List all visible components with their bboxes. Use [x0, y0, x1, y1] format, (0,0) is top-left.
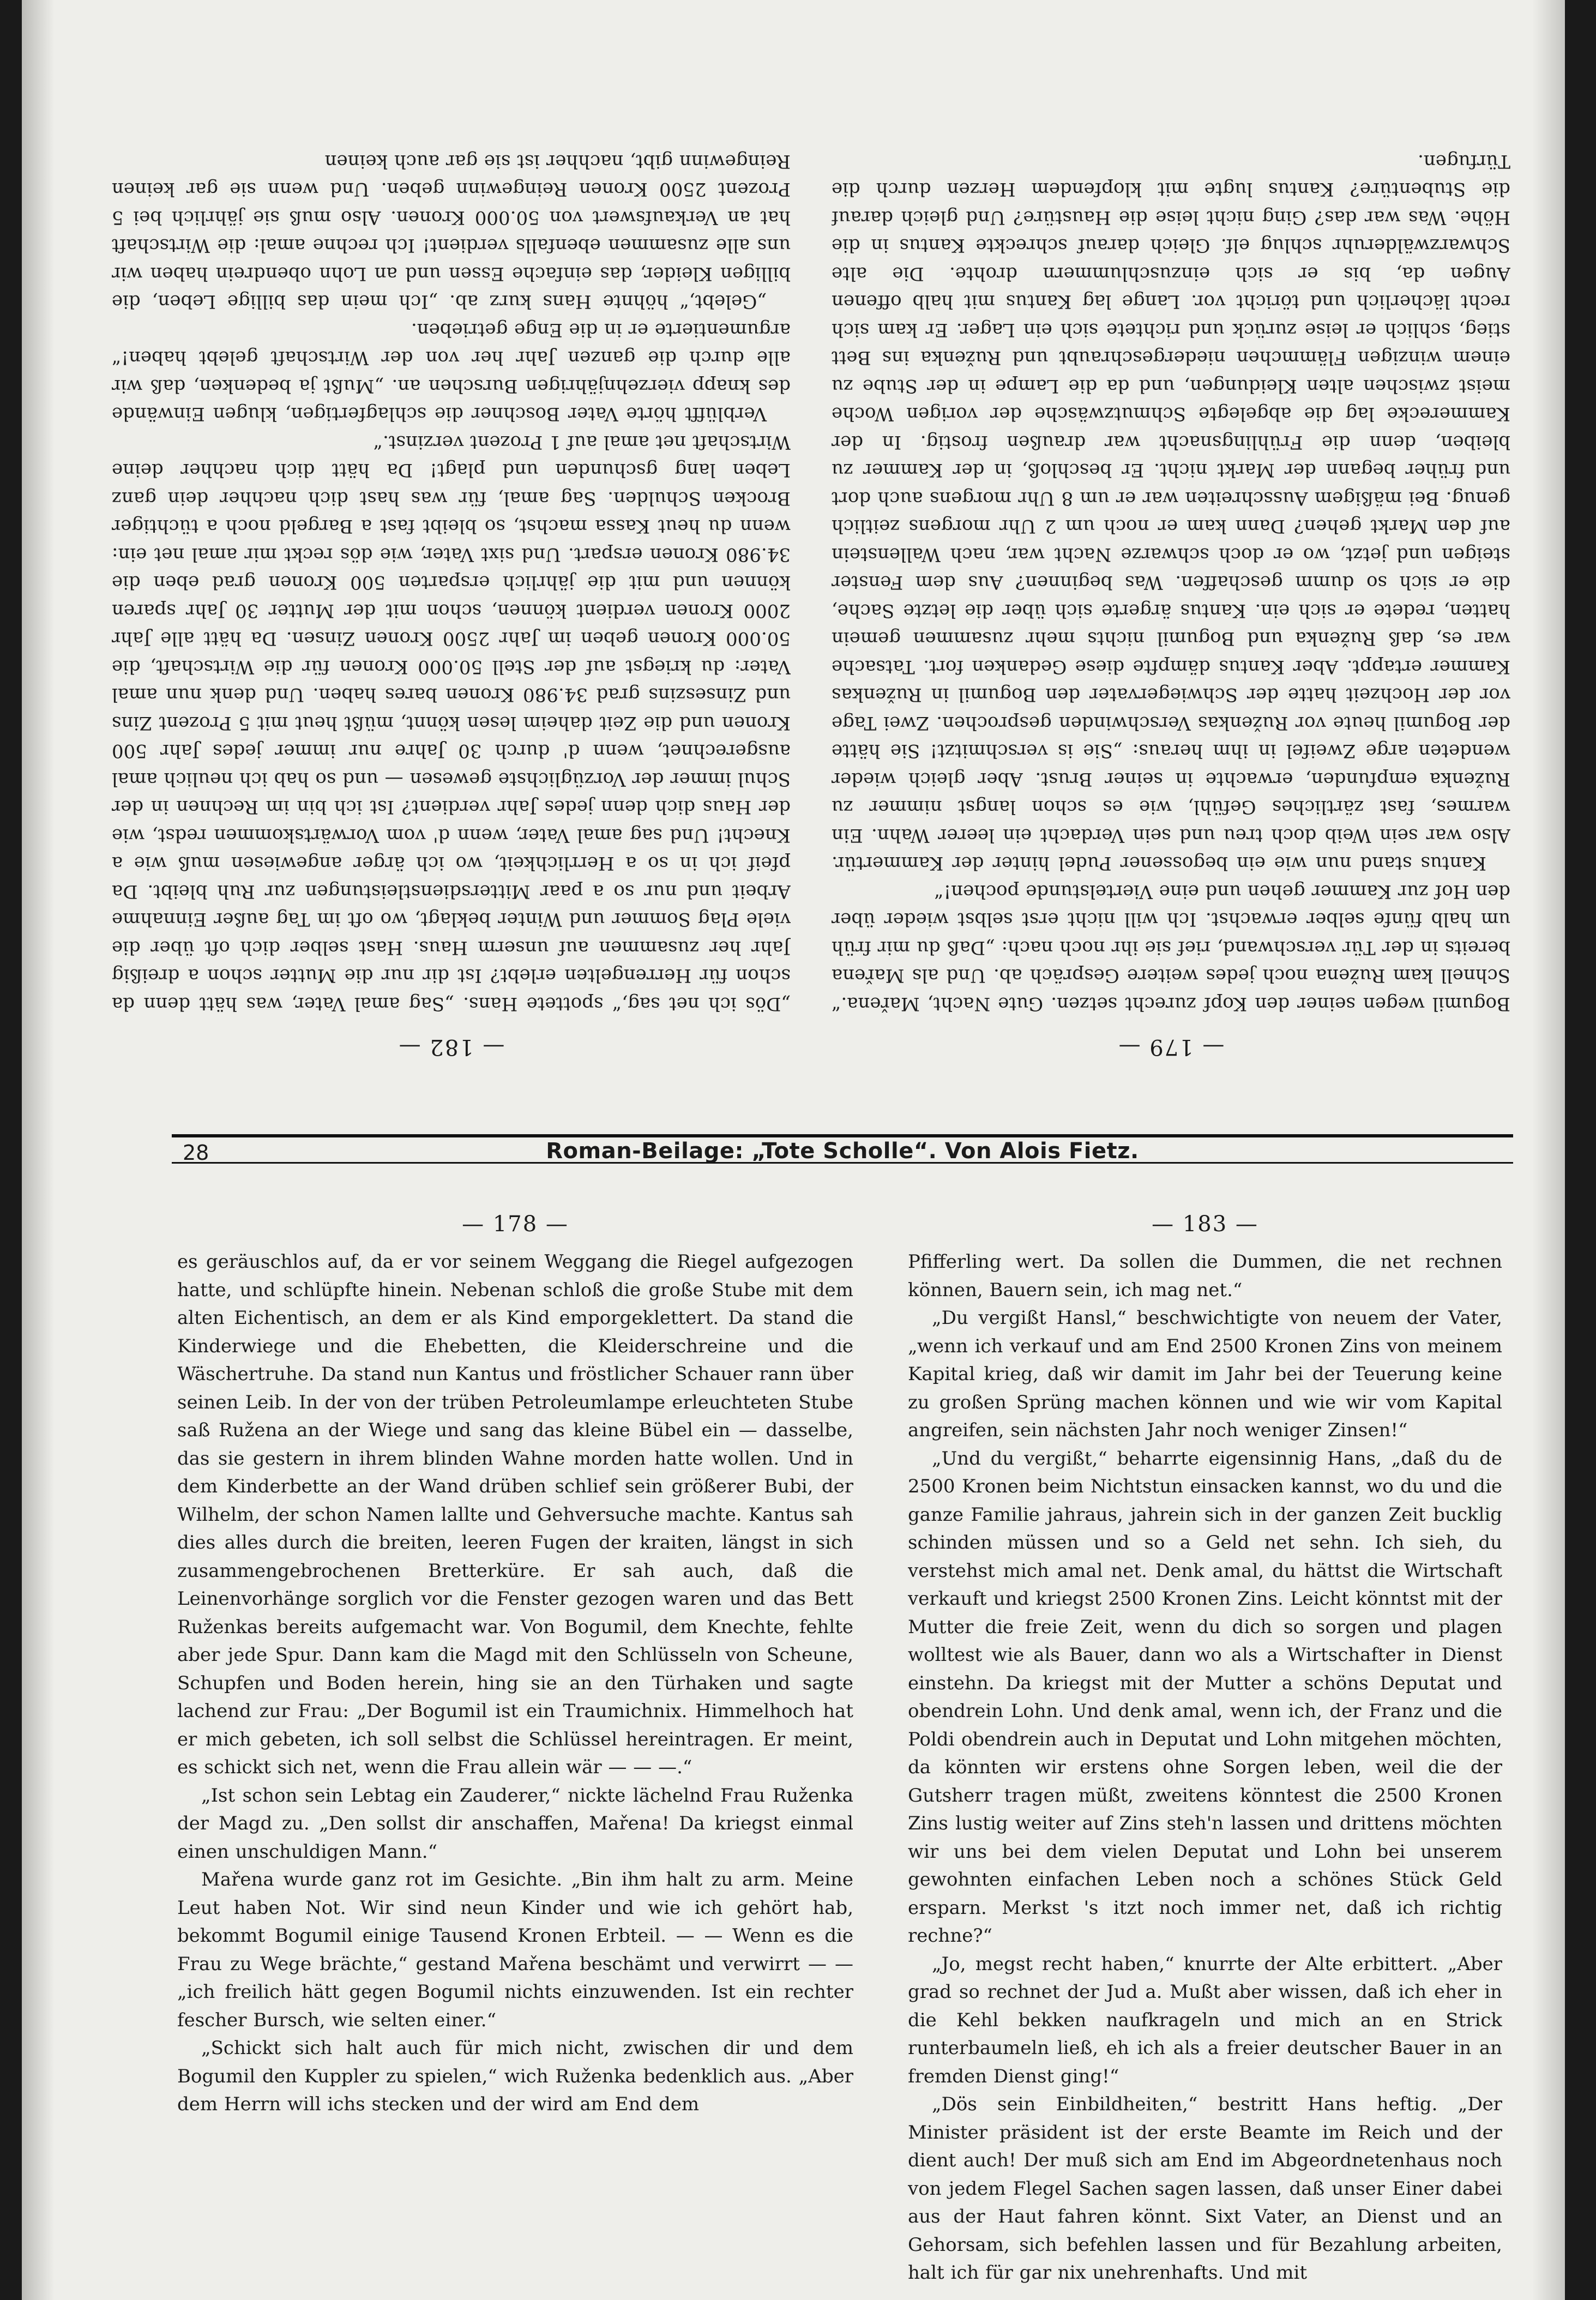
banner-title: Roman-Beilage: „Tote Scholle“. Von Alois Fietz. — [546, 1139, 1139, 1164]
paragraph: Verblüfft hörte Vater Boschner die schlagfertigen, klugen Einwände des knapp vierzehnjährigen Burschen an. „Mußt ja bedenken, daß wir alle durch die ganzen Jahr her von der Wirtschaft gelebt haben!“ argumentierte er in die Enge getrieben. — [112, 319, 791, 425]
page-number: — 179 — — [1117, 1034, 1225, 1059]
paragraph: „Jo, megst recht haben,“ knurrte der Alte erbittert. „Aber grad so rechnet der Jud a. Mußt aber wissen, daß ich eher in die Kehl bekken naufkrageln und mich an en Strick runterbaumeln ließ, eh ich als a freier deutscher Bauer in an fremden Dienst ging!“ — [908, 1953, 1502, 2087]
page-number: — 182 — — [398, 1034, 505, 1059]
newspaper-page — [22, 0, 1565, 2300]
upright-lower-pages — [22, 1112, 1565, 2300]
paragraph: es geräuschlos auf, da er vor seinem Weggang die Riegel aufgezogen hatte, und schlüpfte hinein. Nebenan schloß die große Stube mit dem alten Eichentisch, an dem er als Kind emporgeklettert. Da stand die Kinderwiege und die Ehebetten, die Kleiderschreine und die Wäschertruhe. Da stand nun Kantus und fröstlicher Schauer rann über seinen Leib. In der von der trüben Petroleumlampe erleuchteten Stube saß Ružena an der Wiege und sang das kleine Bübel ein — dasselbe, das sie gestern in ihrem blinden Wahne morden hatte wollen. Und in dem Kinderbette an der Wand drüben schlief sein größerer Bubi, der Wilhelm, der schon Namen lallte und Gehversuche machte. Kantus sah dies alles durch die breiten, leeren Fugen der kraiten, längst in sich zusammengebrochenen Bretterküre. Er sah auch, daß die Leinenvorhänge sorglich vor die Fenster gezogen waren und das Bett Ruženkas bereits aufgemacht war. Von Bogumil, dem Knechte, fehlte aber jede Spur. Dann kam die Magd mit den Schlüsseln von Scheune, Schupfen und Boden herein, hing sie an den Türhaken und sagte lachend zur Frau: „Der Bogumil ist ein Traumichnix. Himmelhoch hat er mich gebeten, ich soll selbst die Schlüssel hereintragen. Er meint, es schickt sich net, wenn die Frau allein wär — — —.“ — [177, 1251, 853, 1778]
page-178 — [177, 1208, 853, 2287]
page-183 — [908, 1208, 1502, 2287]
paragraph: „Dös ich net sag,“ spottete Hans. „Sag amal Vater, was hätt denn da schon für Herrengelten erlebt? Ist dir nur die Mutter schon a dreißig Jahr her zusammen auf unserm Haus. Hast selber dich oft über die viele Plag Sommer und Winter beklagt, wo oft im Tag außer Einnahme Arbeit und nur so a paar Mittersdienstleistungen zur Ruh bleibt. Da pfeif ich in so a Herrlichkeit, wo ich ärger angewiesen muß wie a Knecht! Und sag amal Vater, wenn d' vom Vorwärtskommen redst, wie der Haus dich denn jedes Jahr verdient? Ist ich bin im Rechnen in der Schul immer der Vorzüglichste gewesen — und so hab ich neulich amal ausgerechnet, wenn d' durch 30 Jahre nur immer jedes Jahr 500 Kronen und die Zeit daheim lesen könnt, müßt heut mit 5 Prozent Zins und Zinseszins grad 34.980 Kronen bares haben. Und denk nun amal Vater: du kriegst auf der Stell 50.000 Kronen für die Wirtschaft, die 50.000 Kronen geben im Jahr 2500 Kronen Zinsen. Da hätt alle Jahr 2000 Kronen verdient können, schon mit der Mutter 30 Jahr sparen können und mit die jährlich ersparten 500 Kronen grad eben die 34.980 Kronen erspart. Und sixt Vater, wie dös reckt mir amal net ein: wenn du heut Kassa machst, so bleibt fast a Bargeld noch a tüchtiger Brocken Schulden. Sag amal, für was hast dich nachher dein ganz Leben lang gschunden und plagt! Da hätt dich nachher deine Wirtschaft net amal auf 1 Prozent verzinst.“ — [112, 431, 791, 1015]
paragraph: „Dös sein Einbildheiten,“ bestritt Hans heftig. „Der Minister präsident ist der erste Beamte im Reich und der dient auch! Der muß sich am End im Abgeordnetenhaus noch von jedem Flegel Sachen sagen lassen, daß unser Einer dabei aus der Haut fahren könnt. Sixt Vater, an Dienst und an Gehorsam, sich befehlen lassen und für Bezahlung arbeiten, halt ich für gar nix unehrenhafts. Und mit — [908, 2093, 1502, 2284]
paragraph: „Gelebt,“ höhnte Hans kurz ab. „Ich mein das billige Leben, die billigen Kleider, das einfache Essen und an Lohn obendrein haben wir uns alle zusammen ebenfalls verdient! Ich rechne amal: die Wirtschaft hat an Verkaufswert von 50.000 Kronen. Also muß sie jährlich bei 5 Prozent 2500 Kronen Reingewinn geben. Und wenn sie gar keinen Reingewinn gibt, nachher ist sie gar auch keinen — [112, 150, 791, 313]
paragraph: Pfifferling wert. Da sollen die Dummen, die net rechnen können, Bauern sein, ich mag net.“ — [908, 1251, 1502, 1301]
paragraph: Bogumil wegen seiner den Kopf zurecht setzen. Gute Nacht, Mařena.“ Schnell kam Ružena noch jedes weitere Gespräch ab. Und als Mařena bereits in der Tür verschwand, rief sie ihr noch nach: „Daß du mir früh um halb fünfe selber erwachst. Ich will nicht erst selbst wieder über den Hof zur Kammer gehen und eine Viertelstunde pochen!“ — [832, 881, 1510, 1015]
page-number: — 183 — — [1152, 1212, 1258, 1237]
inverted-page-179 — [832, 16, 1510, 1063]
inverted-upper-pages — [22, 0, 1565, 1112]
paragraph: „Ist schon sein Lebtag ein Zauderer,“ nickte lächelnd Frau Ruženka der Magd zu. „Den sollst dir anschaffen, Mařena! Da kriegst einmal einen unschuldigen Mann.“ — [177, 1784, 853, 1863]
supplement-banner — [172, 1134, 1513, 1164]
inverted-page-182 — [112, 16, 791, 1063]
paragraph: „Du vergißt Hansl,“ beschwichtigte von neuem der Vater, „wenn ich verkauf und am End 2500 Kronen Zins von meinem Kapital krieg, daß wir damit im Jahr bei der Teuerung keine zu großen Sprüng machen können und wie wir vom Kapital angreifen, sein nächsten Jahr noch weniger Zinsen!“ — [908, 1307, 1502, 1441]
paragraph: Mařena wurde ganz rot im Gesichte. „Bin ihm halt zu arm. Meine Leut haben Not. Wir sind neun Kinder und wie ich gehört hab, bekommt Bogumil einige Tausend Kronen Erbteil. — — Wenn es die Frau zu Wege brächte,“ gestand Mařena beschämt und verwirrt — — „ich freilich hätt gegen Bogumil nichts einzuwenden. Ist ein rechter fescher Bursch, wie selten einer.“ — [177, 1869, 853, 2031]
paragraph: Kantus stand nun wie ein begossener Pudel hinter der Kammertür. Also war sein Weib doch treu und sein Verdacht ein leerer Wahn. Ein warmes, fast zärtliches Gefühl, wie es schon langst nimmer zu Ruženka empfunden, erwachte in seiner Brust. Aber gleich wieder wendeten arge Zweifel in ihm heraus: „Sie is verschmitzt! Sie hätte der Bogumil heute vor Ruženkas Verschwinden gesprochen. Zwei Tage vor der Hochzeit hatte der Schwiegervater den Bogumil in Ruženkas Kammer ertappt. Aber Kantus dämpfte diese Gedanken fort. Tatsache war es, daß Ruženka und Bogumil nichts mehr zusammen gemein hatten, redete er sich ein. Kantus ärgerte sich über die letzte Sache, die er sich so dumm geschaffen. Was beginnen? Aus dem Fenster steigen und jetzt, wo er doch schwarze Nacht war, nach Wallenstein auf den Markt gehen? Dann kam er noch um 2 Uhr morgens zeitlich genug. Bei mäßigem Ausschreiten war er um 8 Uhr morgens auch dort und früher begann der Markt nicht. Er beschloß, in der Kammer zu bleiben, denn die Frühlingsnacht war draußen frostig. In der Kammerecke lag die abgelegte Schmutzwäsche der vorigen Woche meist zwischen alten Kleidungen, und da die Lampe in der Stube zu einem winzigen Flämmchen niedergeschraubt und Ruženka ins Bett stieg, schlich er leise zurück und richtete sich ein Lager. Er kam sich recht lächerlich und töricht vor. Lange lag Kantus mit halb offenen Augen da, bis er sich einzuschlummern drohte. Die alte Schwarzwälderuhr schlug elf. Gleich darauf schreckte Kantus in die Höhe. Was war das? Ging nicht leise die Haustüre? Und gleich darauf die Stubentüre? Kantus lugte mit klopfendem Herzen durch die Türfugen. — [832, 150, 1510, 875]
paragraph: „Schickt sich halt auch für mich nicht, zwischen dir und dem Bogumil den Kuppler zu spielen,“ wich Ruženka bedenklich aus. „Aber dem Herrn will ichs stecken und der wird am End dem — [177, 2037, 853, 2115]
page-number: — 178 — — [462, 1212, 569, 1237]
banner-page-number: 28 — [183, 1141, 209, 1165]
paragraph: „Und du vergißt,“ beharrte eigensinnig Hans, „daß du de 2500 Kronen beim Nichtstun einsacken kannst, wo du und die ganze Familie jahraus, jahrein sich in der ganzen Zeit bucklig schinden müssen und so a Geld net sehn. Ich sieh, du verstehst mich amal net. Denk amal, du hättst die Wirtschaft verkauft und kriegst 2500 Kronen Zins. Leicht könntst mit der Mutter die freie Zeit, wenn du dich so sorgen und plagen wolltest wie als Bauer, dann wo als a Wirtschafter in Dienst einstehn. Da kriegst mit der Mutter a schöns Deputat und obendrein Lohn. Und denk amal, wenn ich, der Franz und die Poldi obendrein auch in Deputat und Lohn mitgehen möchten, da könnten wir erstens ohne Sorgen leben, weil die der Gutsherr tragen müßt, zweitens könntest die 2500 Kronen Zins lustig weiter auf Zins steh'n lassen und drittens möchten wir uns bei dem vielen Deputat und Lohn bei unserem gewohnten einfachen Leben noch a schönes Stück Geld ersparn. Merkst 's itzt noch immer net, daß ich richtig rechne?“ — [908, 1447, 1502, 1947]
